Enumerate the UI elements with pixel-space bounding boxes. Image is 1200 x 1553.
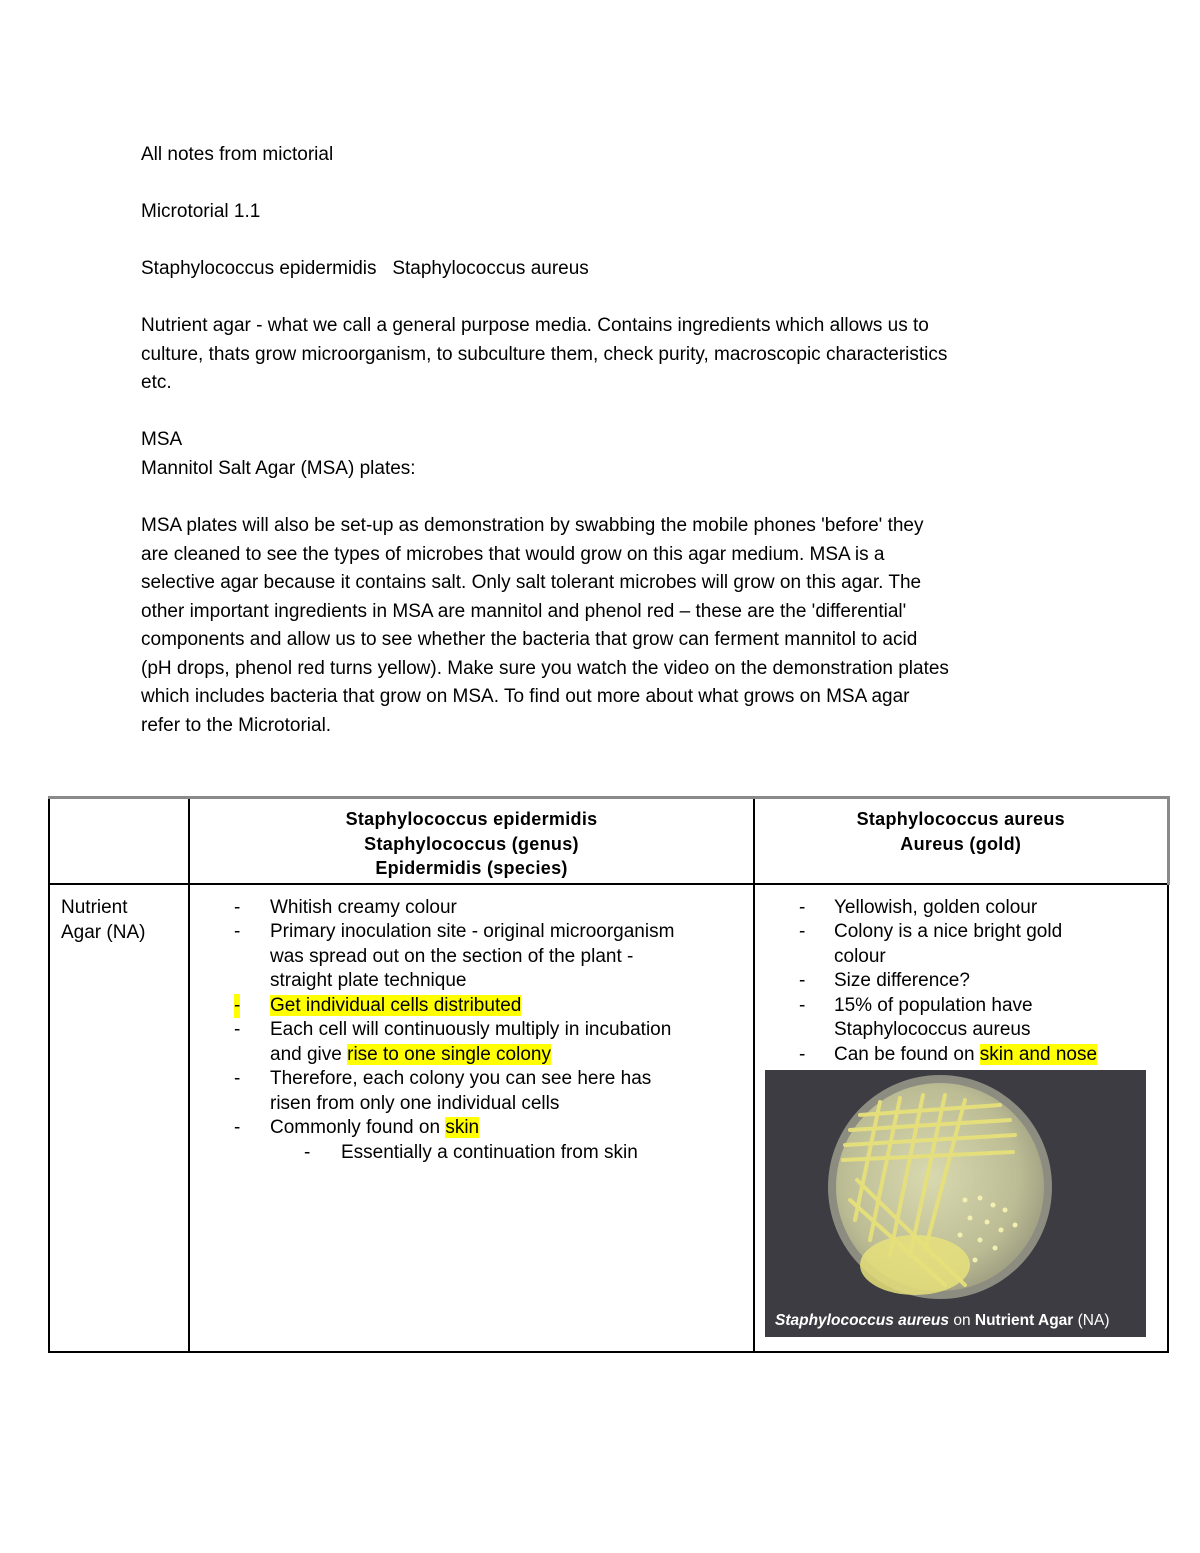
highlighted-text: skin and nose [979,1043,1098,1065]
list-item: - 15% of population have Staphylococcus aureus [755,994,1167,1043]
list-item: - Primary inoculation site - original microorganism was spread out on the section of the plant - straight plate technique [190,920,753,994]
list-item: - Each cell will continuously multiply in incubation and give rise to one single colony [190,1018,753,1067]
petri-dish-illustration [765,1070,1146,1337]
msa-paragraph [141,512,1081,740]
paragraph-line: selective agar because it contains salt. Only salt tolerant microbes will grow on this agar. The [141,572,922,593]
table-header-row [49,798,1168,884]
list-item: - Can be found on skin and nose [755,1043,1167,1068]
epidermidis-notes-cell [189,884,754,1353]
paragraph-line: culture, thats grow microorganism, to subculture them, check purity, macroscopic characteristics [141,343,948,365]
epidermidis-list [190,885,753,1166]
title-line: All notes from mictorial [141,144,334,165]
epidermidis-header-cell [189,798,754,884]
agar-plate-photo [765,1070,1146,1337]
inoculation-area [860,1235,970,1295]
list-subitem: - Essentially a continuation from skin [190,1141,753,1166]
list-item-highlighted: - Get individual cells distributed [190,994,753,1019]
list-item: - Yellowish, golden colour [755,896,1167,921]
paragraph-line: other important ingredients in MSA are mannitol and phenol red – these are the 'differential' [141,600,907,622]
paragraph-line: refer to the Microtorial. [141,714,332,736]
header-line: Staphylococcus aureus [856,809,1065,829]
list-item: - Commonly found on skin [190,1116,753,1141]
paragraph-line: MSA plates will also be set-up as demonstration by swabbing the mobile phones 'before' they [141,515,924,536]
list-item: - Colony is a nice bright gold colour [755,920,1167,969]
row-label-cell [49,884,189,1353]
empty-header-cell [49,798,189,884]
nutrient-agar-paragraph [141,312,1081,398]
msa-heading: Mannitol Salt Agar (MSA) plates: [141,458,416,479]
header-line: Aureus (gold) [900,833,1022,854]
row-label-line: Agar (NA) [61,921,146,943]
section-heading: Microtorial 1.1 [141,201,261,222]
aureus-header-cell [754,798,1168,884]
list-item: - Whitish creamy colour [190,896,753,921]
paragraph-line: (pH drops, phenol red turns yellow). Make sure you watch the video on the demonstration plates [141,657,949,679]
aureus-list [755,885,1167,1068]
highlighted-text: rise to one single colony [347,1043,551,1065]
msa-abbrev: MSA [141,429,183,450]
paragraph-line: Nutrient agar - what we call a general purpose media. Contains ingredients which allows us to [141,315,929,336]
paragraph-line: are cleaned to see the types of microbes that would grow on this agar medium. MSA is a [141,543,885,565]
paragraph-line: etc. [141,372,172,393]
image-caption: Staphylococcus aureus on Nutrient Agar (NA) [775,1312,1110,1329]
paragraph-line: components and allow us to see whether the bacteria that grow can ferment mannitol to acid [141,629,918,650]
paragraph-line: which includes bacteria that grow on MSA. To find out more about what grows on MSA agar [141,686,910,707]
header-line: Staphylococcus (genus) [364,833,579,854]
header-line: Staphylococcus epidermidis [345,809,598,829]
row-label-line: Nutrient [61,896,128,918]
organisms-line: Staphylococcus epidermidis Staphylococcus aureus [141,258,589,279]
list-item: - Therefore, each colony you can see here has risen from only one individual cells [190,1067,753,1116]
list-item: - Size difference? [755,969,1167,994]
highlighted-text: skin [445,1117,480,1138]
header-line: Epidermidis (species) [375,858,568,878]
